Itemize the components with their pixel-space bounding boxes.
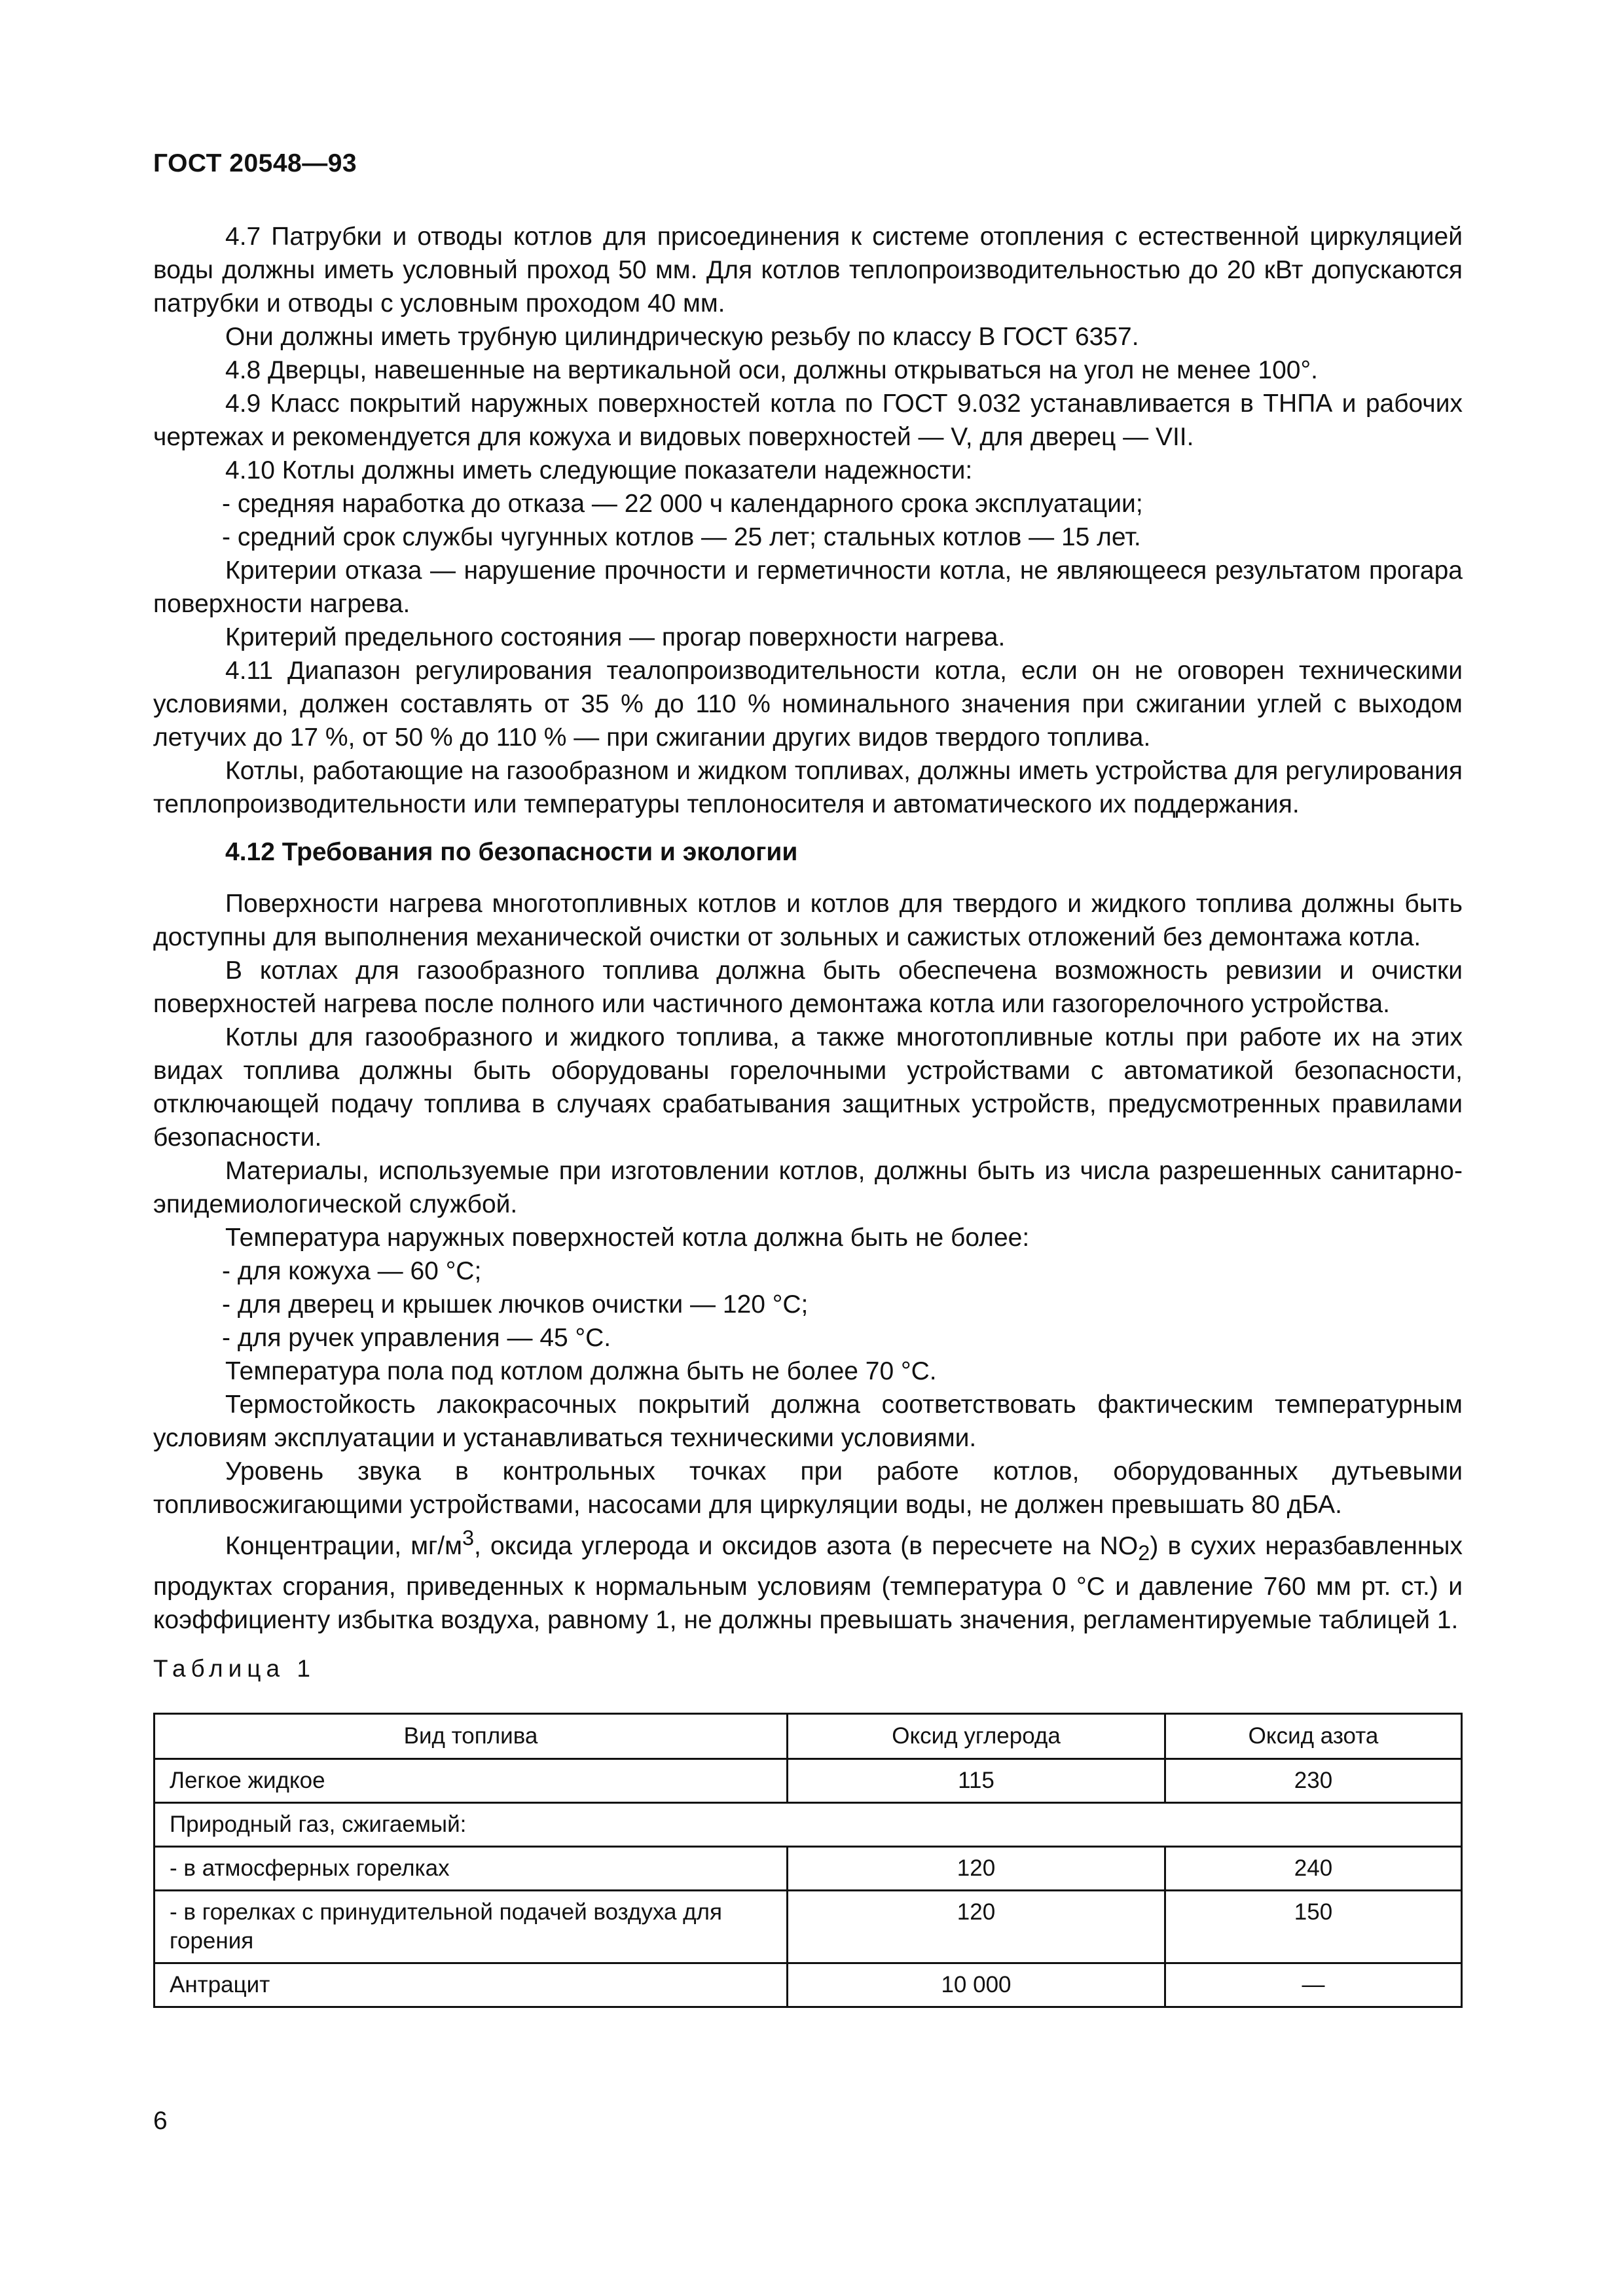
document-code-header: ГОСТ 20548—93 (153, 149, 357, 177)
table-header-row (155, 1714, 1462, 1759)
concentration-text-a: Концентрации, мг/м (225, 1532, 462, 1560)
cell-group-label: Природный газ, сжигаемый: (155, 1803, 1462, 1847)
cell-nitrogen-oxide: — (1165, 1963, 1462, 2007)
superscript-3: 3 (462, 1526, 475, 1550)
emissions-table (153, 1713, 1463, 2008)
paragraph-4-7: 4.7 Патрубки и отводы котлов для присоединения к системе отопления с естественной циркуляцией воды должны иметь условный проход 50 мм. Для котлов теплопроизводительностью до 20 кВт допускаются патрубки и отводы с условным проходом 40 мм. (153, 223, 1463, 318)
paragraph-burner-safety: Котлы для газообразного и жидкого топлива, а также многотопливные котлы при работе их на этих видах топлива должны быть оборудованы горелочными устройствами с автоматикой безопасности, отключающей подачу топлива в случаях срабатывания защитных устройств, предусмотренных правилами безопасности. (153, 1023, 1463, 1152)
document-body (153, 220, 1463, 1637)
paragraph-materials: Материалы, используемые при изготовлении котлов, должны быть из числа разрешенных санитарно-эпидемиологической службой. (153, 1157, 1463, 1218)
header-nitrogen-oxide: Оксид азота (1165, 1714, 1462, 1759)
header-carbon-monoxide: Оксид углерода (788, 1714, 1165, 1759)
concentration-text-c: ) в сухих неразбавленных продуктах сгорания, приведенных к нормальным условиям (температура 0 °С и давление 760 мм рт. ст.) и коэффициенту избытка воздуха, равному 1, не должны превышать значения, регламентируемые таблицей 1. (153, 1532, 1463, 1634)
section-heading-4-12: 4.12 Требования по безопасности и экологии (225, 838, 798, 866)
cell-carbon-monoxide: 115 (788, 1759, 1165, 1803)
paragraph-surface-temperature: Температура наружных поверхностей котла должна быть не более: (225, 1224, 1030, 1252)
paragraph-4-9: 4.9 Класс покрытий наружных поверхностей котла по ГОСТ 9.032 устанавливается в ТНПА и рабочих чертежах и рекомендуется для кожуха и видовых поверхностей — V, для дверец — VII. (153, 390, 1463, 451)
paragraph-4-11: 4.11 Диапазон регулирования теалопроизводительности котла, если он не оговорен техническими условиями, должен составлять от 35 % до 110 % номинального значения при сжигании углей с выходом летучих до 17 %, от 50 % до 110 % — при сжигании других видов твердого топлива. (153, 657, 1463, 752)
table-row (155, 1803, 1462, 1847)
page-number: 6 (153, 2107, 168, 2135)
list-item-casing-temp: - для кожуха — 60 °С; (222, 1257, 482, 1285)
cell-nitrogen-oxide: 150 (1165, 1891, 1462, 1963)
cell-carbon-monoxide: 120 (788, 1891, 1165, 1963)
list-item-service-life: - средний срок службы чугунных котлов — 25 лет; стальных котлов — 15 лет. (222, 523, 1141, 551)
paragraph-floor-temperature: Температура пола под котлом должна быть не более 70 °С. (225, 1357, 937, 1385)
paragraph-heating-surfaces: Поверхности нагрева многотопливных котлов и котлов для твердого и жидкого топлива должны быть доступны для выполнения механической очистки от зольных и сажистых отложений без демонтажа котла. (153, 890, 1463, 951)
table-row (155, 1759, 1462, 1803)
paragraph-limit-state: Критерий предельного состояния — прогар поверхности нагрева. (225, 623, 1006, 651)
cell-carbon-monoxide: 10 000 (788, 1963, 1165, 2007)
cell-fuel-type: Легкое жидкое (155, 1759, 788, 1803)
paragraph-thread: Они должны иметь трубную цилиндрическую резьбу по классу В ГОСТ 6357. (225, 323, 1139, 351)
cell-fuel-type: Антрацит (155, 1963, 788, 2007)
header-fuel-type: Вид топлива (155, 1714, 788, 1759)
cell-carbon-monoxide: 120 (788, 1847, 1165, 1891)
table-caption: Таблица 1 (153, 1655, 316, 1682)
list-item-doors-temp: - для дверец и крышек лючков очистки — 120 °С; (222, 1290, 809, 1319)
paragraph-sound-level: Уровень звука в контрольных точках при работе котлов, оборудованных дутьевыми топливосжигающими устройствами, насосами для циркуляции воды, не должен превышать 80 дБА. (153, 1457, 1463, 1519)
paragraph-failure-criteria: Критерии отказа — нарушение прочности и герметичности котла, не являющееся результатом прогара поверхности нагрева. (153, 556, 1463, 618)
table-row (155, 1847, 1462, 1891)
subscript-2: 2 (1138, 1540, 1150, 1565)
paragraph-gas-boilers-revision: В котлах для газообразного топлива должна быть обеспечена возможность ревизии и очистки поверхностей нагрева после полного или частичного демонтажа котла или газогорелочного устройства. (153, 957, 1463, 1018)
concentration-text-b: , оксида углерода и оксидов азота (в пересчете на NO (474, 1532, 1139, 1560)
cell-fuel-type: - в атмосферных горелках (155, 1847, 788, 1891)
paragraph-regulation-devices: Котлы, работающие на газообразном и жидком топливах, должны иметь устройства для регулирования теплопроизводительности или температуры теплоносителя и автоматического их поддержания. (153, 757, 1463, 818)
paragraph-4-8: 4.8 Дверцы, навешенные на вертикальной оси, должны открываться на угол не менее 100°. (225, 356, 1318, 384)
cell-nitrogen-oxide: 230 (1165, 1759, 1462, 1803)
table-row (155, 1891, 1462, 1963)
cell-fuel-type: - в горелках с принудительной подачей воздуха для горения (155, 1891, 788, 1963)
paragraph-concentrations (153, 1522, 1463, 1637)
table-row (155, 1963, 1462, 2007)
paragraph-4-10: 4.10 Котлы должны иметь следующие показатели надежности: (225, 456, 973, 484)
list-item-mtbf: - средняя наработка до отказа — 22 000 ч календарного срока эксплуатации; (222, 490, 1143, 518)
list-item-handles-temp: - для ручек управления — 45 °С. (222, 1324, 611, 1352)
cell-nitrogen-oxide: 240 (1165, 1847, 1462, 1891)
paragraph-heat-resistance: Термостойкость лакокрасочных покрытий должна соответствовать фактическим температурным условиям эксплуатации и устанавливаться техническими условиями. (153, 1391, 1463, 1452)
